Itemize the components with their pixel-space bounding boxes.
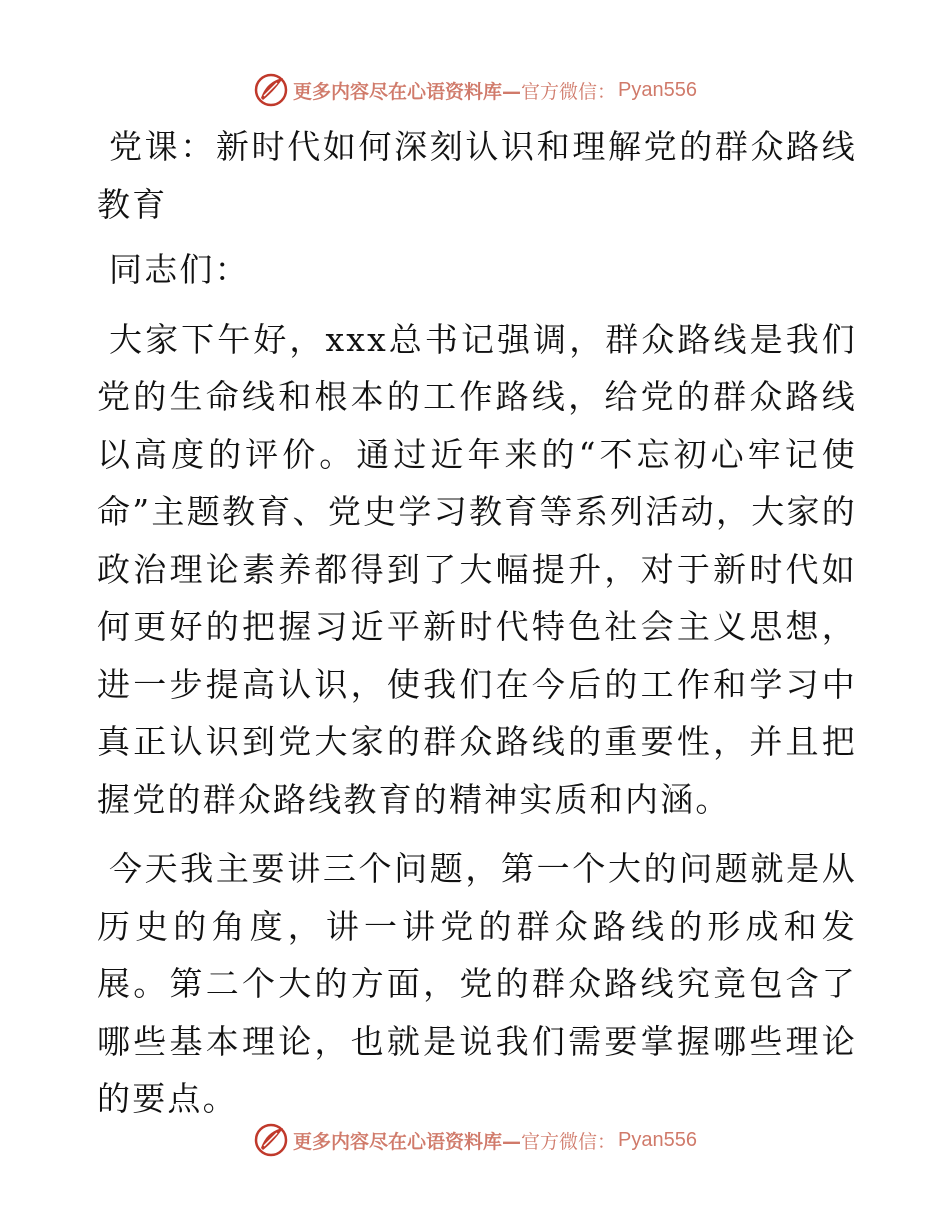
footer-banner (0, 1118, 950, 1162)
paragraph-2: 今天我主要讲三个问题，第一个大的问题就是从历史的角度，讲一讲党的群众路线的形成和发展。第二个大的方面，党的群众路线究竟包含了哪些基本理论，也就是说我们需要掌握哪些理论的要点。 (97, 849, 857, 1118)
banner-text: 更多内容尽在心语资料库— (293, 1130, 522, 1153)
document-body (97, 118, 857, 1140)
banner-wechat-label: 官方微信： (521, 80, 617, 103)
document-title: 党课：新时代如何深刻认识和理解党的群众路线教育 (97, 127, 857, 224)
pen-logo-icon (253, 1122, 289, 1158)
banner-wechat-id: Pyan556 (618, 1128, 697, 1151)
banner-wechat-id: Pyan556 (618, 78, 697, 101)
pen-logo-icon (253, 72, 289, 108)
banner-text: 更多内容尽在心语资料库— (293, 80, 522, 103)
banner-wechat-label: 官方微信： (521, 1130, 617, 1153)
header-banner (0, 68, 950, 112)
paragraph-1: 大家下午好，xxx总书记强调，群众路线是我们党的生命线和根本的工作路线，给党的群众路线以高度的评价。通过近年来的“不忘初心牢记使命”主题教育、党史学习教育等系列活动，大家的政治理论素养都得到了大幅提升，对于新时代如何更好的把握习近平新时代特色社会主义思想，进一步提高认识，使我们在今后的工作和学习中真正认识到党大家的群众路线的重要性，并且把握党的群众路线教育的精神实质和内涵。 (97, 319, 857, 819)
greeting: 同志们： (109, 250, 250, 289)
